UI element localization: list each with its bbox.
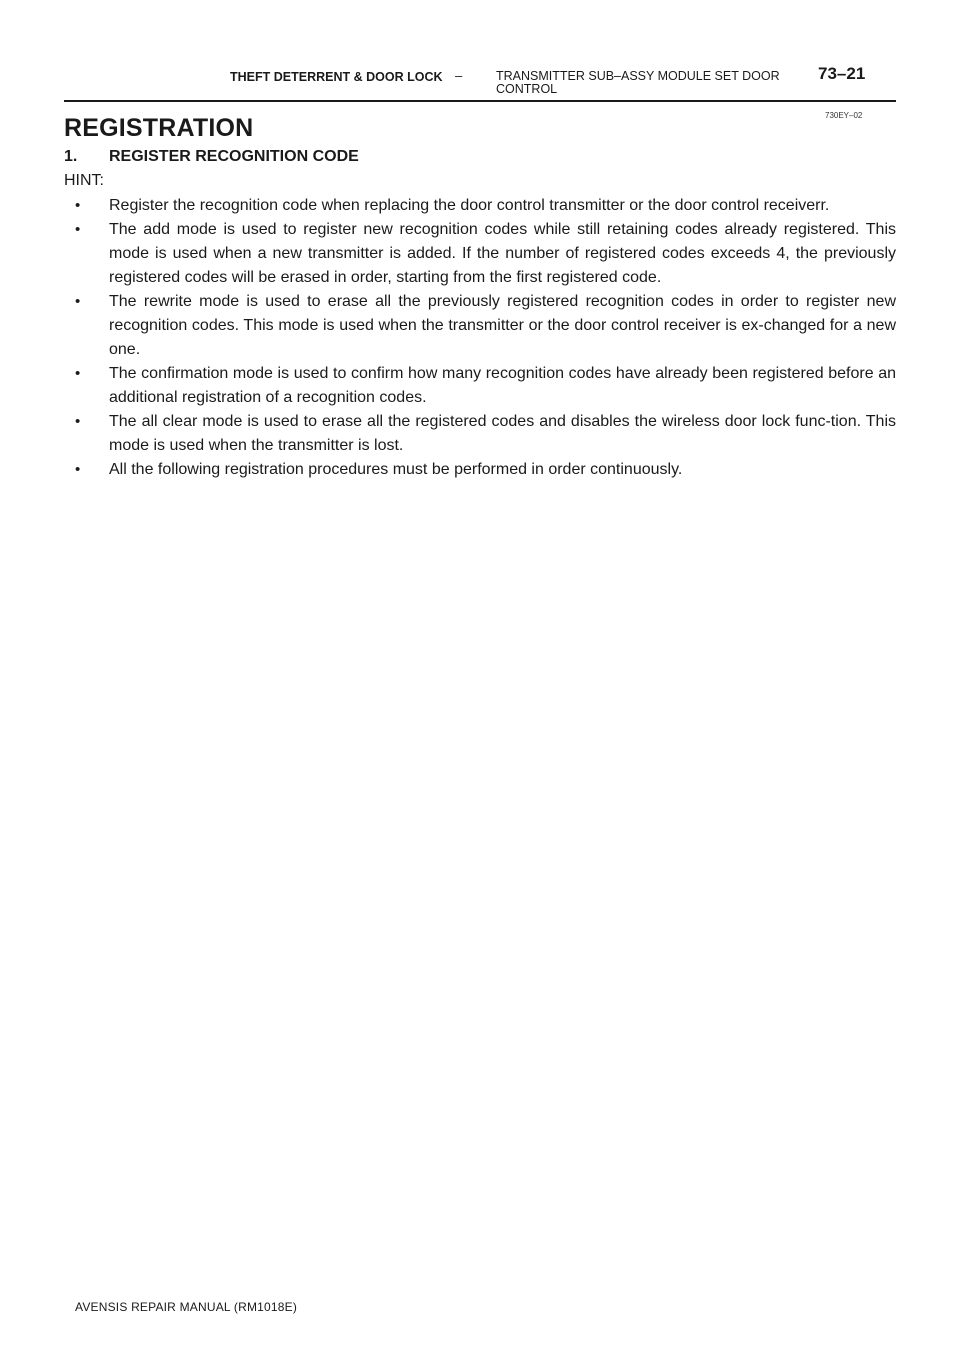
list-item [64, 362, 896, 410]
list-item-text: Register the recognition code when replacing the door control transmitter or the door control receiverr. [109, 197, 830, 214]
page-number: 73–21 [818, 64, 866, 83]
bullet-icon: • [75, 461, 81, 478]
list-item-text: The confirmation mode is used to confirm how many recognition codes have already been registered before an additional registration of a recognition codes. [109, 365, 896, 406]
hint-label: HINT: [64, 172, 104, 189]
bullet-icon: • [75, 293, 81, 310]
document-code: 730EY–02 [825, 111, 863, 120]
header-rule [64, 100, 896, 102]
footer-manual-id: AVENSIS REPAIR MANUAL (RM1018E) [75, 1300, 298, 1314]
hint-list [64, 194, 896, 482]
list-item-text: The rewrite mode is used to erase all the previously registered recognition codes in order to register new recognition codes. This mode is used when the transmitter or the door control receiver is ex-changed for a new one. [109, 293, 896, 358]
list-item [64, 218, 896, 290]
header-separator: – [455, 68, 463, 83]
list-item [64, 290, 896, 362]
list-item [64, 194, 896, 218]
step-title: REGISTER RECOGNITION CODE [109, 148, 359, 165]
list-item-text: All the following registration procedures must be performed in order continuously. [109, 461, 683, 478]
header-section-title: THEFT DETERRENT & DOOR LOCK [230, 70, 443, 84]
list-item-text: The all clear mode is used to erase all the registered codes and disables the wireless door lock func-tion. This mode is used when the transmitter is lost. [109, 413, 896, 454]
list-item [64, 410, 896, 458]
bullet-icon: • [75, 221, 81, 238]
bullet-icon: • [75, 365, 81, 382]
bullet-icon: • [75, 413, 81, 430]
list-item-text: The add mode is used to register new recognition codes while still retaining codes already registered. This mode is used when a new transmitter is added. If the number of registered codes exceeds 4, the previously registered codes will be erased in order, starting from the first registered code. [109, 221, 896, 286]
header-subtitle: TRANSMITTER SUB–ASSY MODULE SET DOOR CONTROL [496, 69, 780, 96]
bullet-icon: • [75, 197, 81, 214]
step-number: 1. [64, 148, 78, 165]
section-title: REGISTRATION [64, 114, 254, 142]
step-heading [64, 148, 359, 166]
list-item [64, 458, 896, 482]
